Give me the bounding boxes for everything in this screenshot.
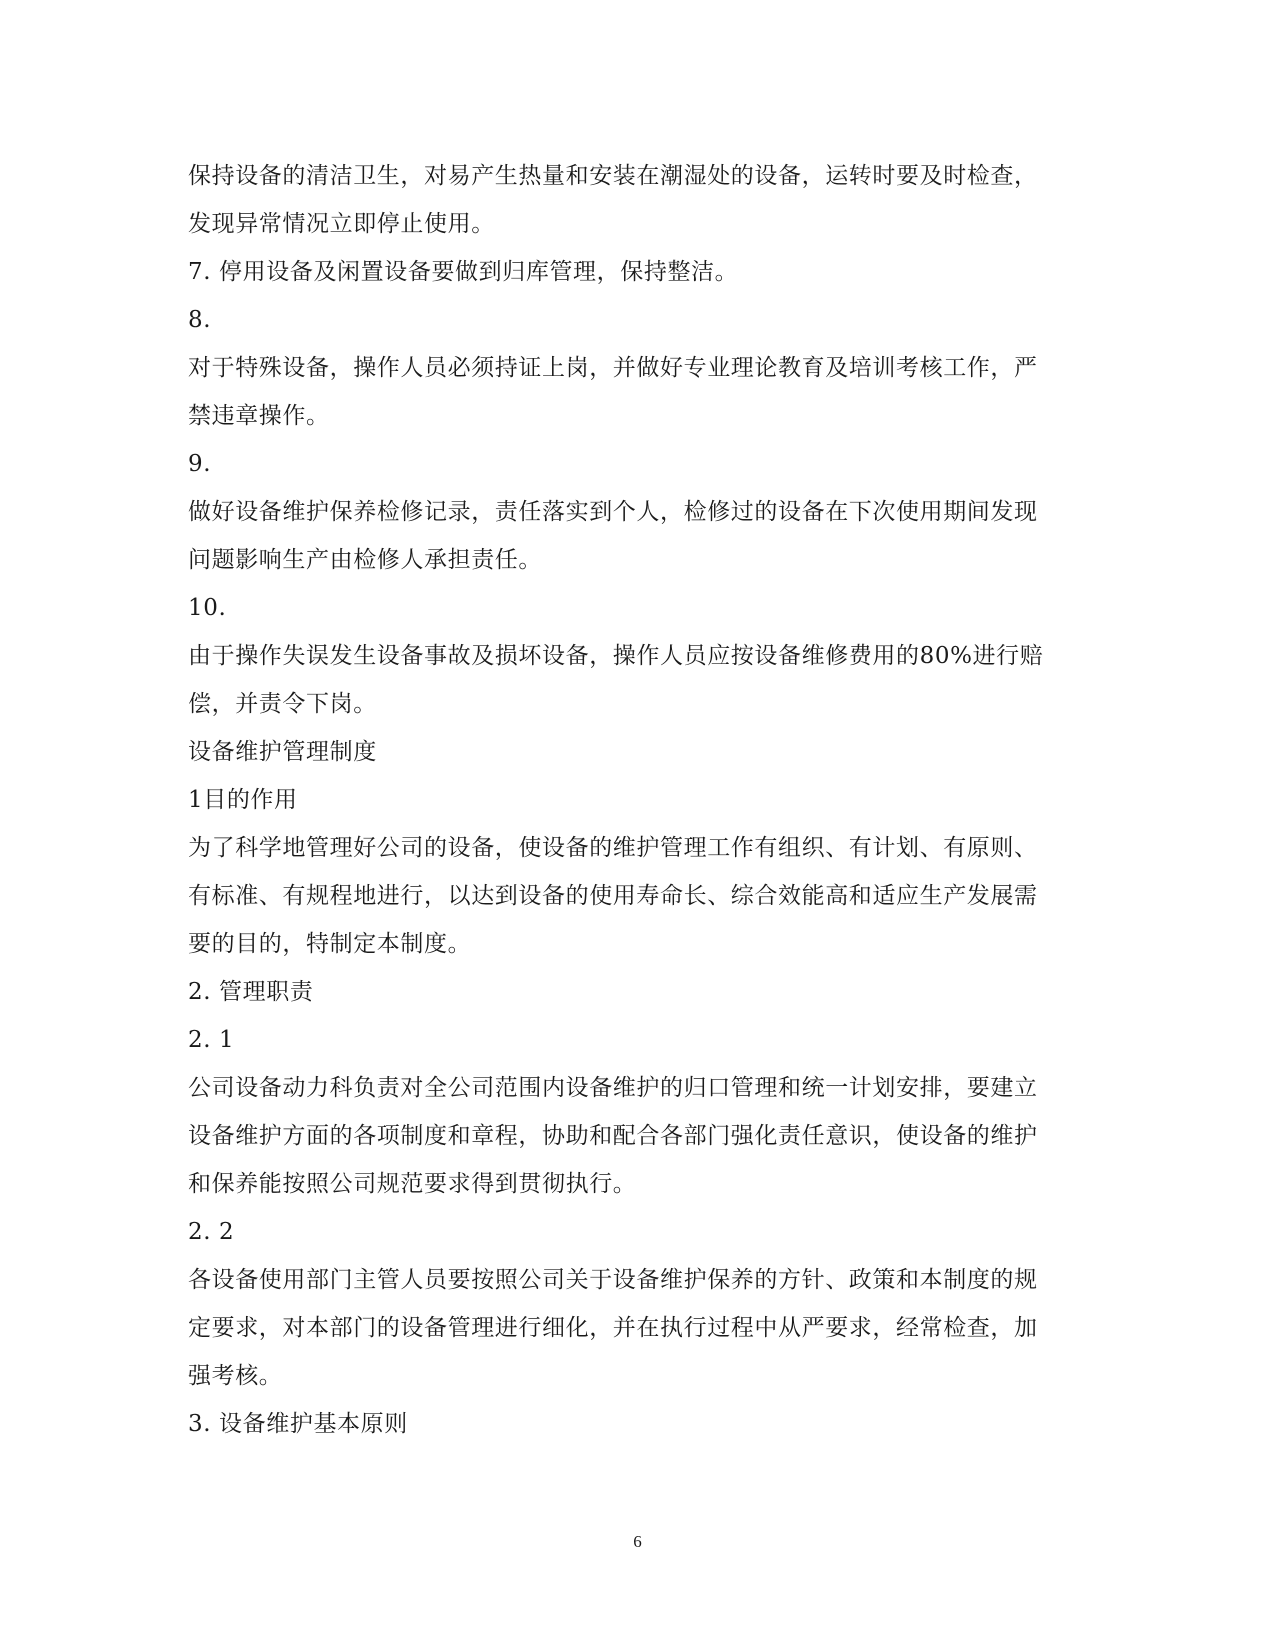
page-number: 6: [633, 1532, 642, 1551]
text-line: 为了科学地管理好公司的设备，使设备的维护管理工作有组织、有计划、有原则、: [188, 835, 1038, 861]
text-line: 问题影响生产由检修人承担责任。: [188, 547, 542, 573]
text-line: 发现异常情况立即停止使用。: [188, 211, 495, 237]
subsection-number: 2. 2: [188, 1219, 235, 1245]
text-line: 强考核。: [188, 1363, 283, 1389]
section-heading: 1目的作用: [188, 787, 298, 813]
section-title: 设备维护管理制度: [188, 739, 377, 765]
document-body: [188, 152, 1078, 1448]
text-line: 各设备使用部门主管人员要按照公司关于设备维护保养的方针、政策和本制度的规: [188, 1267, 1038, 1293]
text-line: 和保养能按照公司规范要求得到贯彻执行。: [188, 1171, 637, 1197]
list-item-number: 9.: [188, 451, 212, 477]
text-line: 有标准、有规程地进行，以达到设备的使用寿命长、综合效能高和适应生产发展需: [188, 883, 1038, 909]
section-heading: 2. 管理职责: [188, 979, 314, 1005]
text-line: 偿，并责令下岗。: [188, 691, 377, 717]
section-heading: 3. 设备维护基本原则: [188, 1411, 408, 1437]
text-line: 保持设备的清洁卫生，对易产生热量和安装在潮湿处的设备，运转时要及时检查，: [188, 163, 1038, 189]
subsection-number: 2. 1: [188, 1027, 235, 1053]
text-line: 做好设备维护保养检修记录，责任落实到个人，检修过的设备在下次使用期间发现: [188, 499, 1038, 525]
text-line: 禁违章操作。: [188, 403, 330, 429]
list-item-number: 10.: [188, 595, 227, 621]
text-line: 设备维护方面的各项制度和章程，协助和配合各部门强化责任意识，使设备的维护: [188, 1123, 1038, 1149]
text-line: 由于操作失误发生设备事故及损坏设备，操作人员应按设备维修费用的80%进行赔: [188, 643, 1044, 669]
text-line: 定要求，对本部门的设备管理进行细化，并在执行过程中从严要求，经常检查，加: [188, 1315, 1038, 1341]
text-line: 对于特殊设备，操作人员必须持证上岗，并做好专业理论教育及培训考核工作，严: [188, 355, 1038, 381]
text-line: 公司设备动力科负责对全公司范围内设备维护的归口管理和统一计划安排，要建立: [188, 1075, 1038, 1101]
list-item-number: 7. 停用设备及闲置设备要做到归库管理，保持整洁。: [188, 259, 739, 285]
list-item-number: 8.: [188, 307, 212, 333]
text-line: 要的目的，特制定本制度。: [188, 931, 472, 957]
